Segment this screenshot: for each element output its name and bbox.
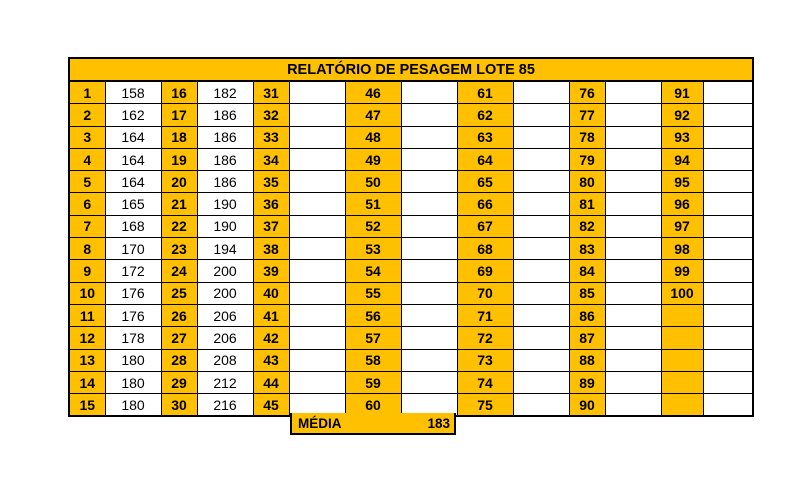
item-number-cell: 13 <box>69 349 105 371</box>
weight-value-cell <box>703 282 753 304</box>
weight-value-cell: 190 <box>197 193 253 215</box>
weight-value-cell: 165 <box>105 193 161 215</box>
item-number-cell: 53 <box>345 238 401 260</box>
item-number-cell: 10 <box>69 282 105 304</box>
item-number-cell: 57 <box>345 327 401 349</box>
weight-value-cell <box>401 238 457 260</box>
weight-value-cell <box>605 193 661 215</box>
table-row <box>69 215 753 237</box>
weight-value-cell <box>513 260 569 282</box>
weight-value-cell <box>605 148 661 170</box>
weight-value-cell <box>703 193 753 215</box>
weight-value-cell: 206 <box>197 327 253 349</box>
weight-value-cell: 206 <box>197 304 253 326</box>
weight-value-cell <box>605 81 661 104</box>
item-number-cell: 34 <box>253 148 289 170</box>
weight-value-cell <box>605 238 661 260</box>
item-number-cell: 25 <box>161 282 197 304</box>
weight-value-cell <box>703 304 753 326</box>
table-row <box>69 371 753 393</box>
weight-value-cell <box>289 81 345 104</box>
weight-value-cell <box>401 282 457 304</box>
weight-value-cell <box>703 327 753 349</box>
weight-value-cell: 212 <box>197 371 253 393</box>
item-number-cell: 77 <box>569 104 605 126</box>
item-number-cell: 38 <box>253 238 289 260</box>
weight-value-cell: 176 <box>105 282 161 304</box>
item-number-cell <box>661 304 703 326</box>
item-number-cell: 81 <box>569 193 605 215</box>
item-number-cell: 31 <box>253 81 289 104</box>
item-number-cell: 6 <box>69 193 105 215</box>
weight-value-cell <box>605 215 661 237</box>
item-number-cell: 84 <box>569 260 605 282</box>
weight-value-cell <box>289 215 345 237</box>
weight-value-cell <box>289 371 345 393</box>
item-number-cell: 39 <box>253 260 289 282</box>
weight-value-cell: 164 <box>105 171 161 193</box>
weight-value-cell <box>605 282 661 304</box>
weight-value-cell: 180 <box>105 349 161 371</box>
table-row <box>69 193 753 215</box>
weight-value-cell <box>289 148 345 170</box>
weight-value-cell <box>605 104 661 126</box>
average-value: 183 <box>427 415 450 431</box>
item-number-cell: 23 <box>161 238 197 260</box>
weight-value-cell <box>289 327 345 349</box>
table-row <box>69 327 753 349</box>
weight-value-cell: 190 <box>197 215 253 237</box>
item-number-cell: 49 <box>345 148 401 170</box>
weight-value-cell: 180 <box>105 394 161 417</box>
item-number-cell: 46 <box>345 81 401 104</box>
report-title: RELATÓRIO DE PESAGEM LOTE 85 <box>69 58 753 81</box>
weight-value-cell: 158 <box>105 81 161 104</box>
item-number-cell: 78 <box>569 126 605 148</box>
item-number-cell: 71 <box>457 304 513 326</box>
weight-value-cell <box>703 394 753 417</box>
item-number-cell: 64 <box>457 148 513 170</box>
weight-value-cell <box>605 394 661 417</box>
table-row <box>69 282 753 304</box>
item-number-cell: 94 <box>661 148 703 170</box>
weight-value-cell: 170 <box>105 238 161 260</box>
weight-value-cell <box>513 126 569 148</box>
item-number-cell: 18 <box>161 126 197 148</box>
table-row <box>69 148 753 170</box>
weight-value-cell <box>289 104 345 126</box>
weight-value-cell <box>513 171 569 193</box>
table-row <box>69 126 753 148</box>
weight-value-cell <box>401 126 457 148</box>
item-number-cell: 72 <box>457 327 513 349</box>
weight-value-cell <box>513 193 569 215</box>
item-number-cell: 12 <box>69 327 105 349</box>
weight-value-cell <box>289 304 345 326</box>
item-number-cell: 40 <box>253 282 289 304</box>
weight-value-cell: 164 <box>105 126 161 148</box>
item-number-cell: 29 <box>161 371 197 393</box>
item-number-cell <box>661 371 703 393</box>
table-row <box>69 260 753 282</box>
weight-value-cell <box>513 238 569 260</box>
average-box <box>290 413 456 435</box>
item-number-cell: 14 <box>69 371 105 393</box>
item-number-cell: 75 <box>457 394 513 417</box>
item-number-cell: 70 <box>457 282 513 304</box>
weight-value-cell <box>703 238 753 260</box>
weight-value-cell <box>605 260 661 282</box>
item-number-cell: 20 <box>161 171 197 193</box>
weight-value-cell <box>289 126 345 148</box>
item-number-cell: 65 <box>457 171 513 193</box>
weight-value-cell <box>513 215 569 237</box>
weight-value-cell <box>401 193 457 215</box>
item-number-cell: 79 <box>569 148 605 170</box>
item-number-cell: 26 <box>161 304 197 326</box>
weight-value-cell: 186 <box>197 171 253 193</box>
item-number-cell: 28 <box>161 349 197 371</box>
item-number-cell: 11 <box>69 304 105 326</box>
weight-value-cell: 186 <box>197 104 253 126</box>
weight-value-cell <box>513 81 569 104</box>
item-number-cell: 54 <box>345 260 401 282</box>
item-number-cell: 36 <box>253 193 289 215</box>
weight-value-cell <box>703 171 753 193</box>
weight-value-cell <box>703 371 753 393</box>
item-number-cell: 67 <box>457 215 513 237</box>
item-number-cell: 74 <box>457 371 513 393</box>
item-number-cell: 59 <box>345 371 401 393</box>
weight-value-cell: 194 <box>197 238 253 260</box>
item-number-cell: 86 <box>569 304 605 326</box>
weight-value-cell <box>401 327 457 349</box>
item-number-cell: 88 <box>569 349 605 371</box>
item-number-cell: 19 <box>161 148 197 170</box>
item-number-cell: 51 <box>345 193 401 215</box>
item-number-cell: 44 <box>253 371 289 393</box>
weight-value-cell: 200 <box>197 282 253 304</box>
weight-value-cell <box>289 238 345 260</box>
weight-value-cell <box>605 349 661 371</box>
item-number-cell: 96 <box>661 193 703 215</box>
weight-value-cell <box>289 282 345 304</box>
weight-value-cell <box>289 349 345 371</box>
weighing-report-table <box>68 57 754 417</box>
item-number-cell: 99 <box>661 260 703 282</box>
weight-value-cell <box>401 104 457 126</box>
item-number-cell: 5 <box>69 171 105 193</box>
item-number-cell: 92 <box>661 104 703 126</box>
weight-value-cell <box>401 349 457 371</box>
weight-value-cell <box>703 81 753 104</box>
item-number-cell: 97 <box>661 215 703 237</box>
item-number-cell: 66 <box>457 193 513 215</box>
item-number-cell: 52 <box>345 215 401 237</box>
weight-value-cell <box>401 215 457 237</box>
item-number-cell: 21 <box>161 193 197 215</box>
item-number-cell: 4 <box>69 148 105 170</box>
item-number-cell: 37 <box>253 215 289 237</box>
item-number-cell: 90 <box>569 394 605 417</box>
weight-value-cell <box>289 171 345 193</box>
item-number-cell: 56 <box>345 304 401 326</box>
weight-value-cell <box>401 148 457 170</box>
item-number-cell: 58 <box>345 349 401 371</box>
weight-value-cell <box>513 327 569 349</box>
title-row <box>69 58 753 81</box>
item-number-cell: 63 <box>457 126 513 148</box>
table-row <box>69 81 753 104</box>
weight-value-cell <box>401 304 457 326</box>
weight-value-cell <box>513 304 569 326</box>
item-number-cell: 16 <box>161 81 197 104</box>
item-number-cell: 45 <box>253 394 289 417</box>
item-number-cell: 87 <box>569 327 605 349</box>
item-number-cell: 93 <box>661 126 703 148</box>
item-number-cell: 69 <box>457 260 513 282</box>
item-number-cell: 62 <box>457 104 513 126</box>
item-number-cell: 42 <box>253 327 289 349</box>
item-number-cell: 48 <box>345 126 401 148</box>
item-number-cell: 73 <box>457 349 513 371</box>
weight-value-cell <box>289 260 345 282</box>
item-number-cell: 91 <box>661 81 703 104</box>
table-row <box>69 304 753 326</box>
weight-value-cell <box>513 104 569 126</box>
weight-value-cell <box>703 148 753 170</box>
item-number-cell: 2 <box>69 104 105 126</box>
weight-value-cell <box>605 171 661 193</box>
item-number-cell: 95 <box>661 171 703 193</box>
weight-value-cell <box>605 304 661 326</box>
item-number-cell: 1 <box>69 81 105 104</box>
weight-value-cell <box>401 81 457 104</box>
weight-value-cell <box>401 260 457 282</box>
item-number-cell: 33 <box>253 126 289 148</box>
item-number-cell: 3 <box>69 126 105 148</box>
table-row <box>69 349 753 371</box>
weight-value-cell <box>703 104 753 126</box>
item-number-cell: 89 <box>569 371 605 393</box>
item-number-cell: 9 <box>69 260 105 282</box>
item-number-cell: 100 <box>661 282 703 304</box>
weight-value-cell <box>401 171 457 193</box>
weight-value-cell <box>703 126 753 148</box>
weight-value-cell: 168 <box>105 215 161 237</box>
weight-value-cell: 216 <box>197 394 253 417</box>
item-number-cell: 22 <box>161 215 197 237</box>
item-number-cell: 41 <box>253 304 289 326</box>
weight-value-cell: 178 <box>105 327 161 349</box>
weight-value-cell <box>605 126 661 148</box>
item-number-cell: 35 <box>253 171 289 193</box>
weight-value-cell <box>605 371 661 393</box>
item-number-cell: 43 <box>253 349 289 371</box>
item-number-cell: 47 <box>345 104 401 126</box>
item-number-cell: 24 <box>161 260 197 282</box>
weight-value-cell: 172 <box>105 260 161 282</box>
weight-value-cell <box>513 282 569 304</box>
weight-value-cell <box>513 148 569 170</box>
item-number-cell: 98 <box>661 238 703 260</box>
table-row <box>69 238 753 260</box>
weight-value-cell <box>401 371 457 393</box>
weight-value-cell <box>513 371 569 393</box>
item-number-cell: 15 <box>69 394 105 417</box>
weight-value-cell <box>703 260 753 282</box>
item-number-cell: 17 <box>161 104 197 126</box>
item-number-cell: 60 <box>345 394 401 417</box>
weight-value-cell <box>513 394 569 417</box>
weight-value-cell <box>513 349 569 371</box>
weight-value-cell <box>605 327 661 349</box>
table-row <box>69 171 753 193</box>
item-number-cell: 82 <box>569 215 605 237</box>
weight-value-cell <box>289 193 345 215</box>
item-number-cell: 30 <box>161 394 197 417</box>
weight-value-cell: 162 <box>105 104 161 126</box>
item-number-cell: 76 <box>569 81 605 104</box>
item-number-cell: 85 <box>569 282 605 304</box>
item-number-cell: 80 <box>569 171 605 193</box>
weight-value-cell: 208 <box>197 349 253 371</box>
weight-value-cell: 200 <box>197 260 253 282</box>
weight-value-cell: 182 <box>197 81 253 104</box>
item-number-cell <box>661 349 703 371</box>
item-number-cell: 55 <box>345 282 401 304</box>
weight-value-cell <box>703 349 753 371</box>
item-number-cell: 7 <box>69 215 105 237</box>
item-number-cell: 68 <box>457 238 513 260</box>
weight-value-cell <box>703 215 753 237</box>
weight-value-cell: 186 <box>197 148 253 170</box>
item-number-cell: 8 <box>69 238 105 260</box>
table-row <box>69 104 753 126</box>
item-number-cell <box>661 327 703 349</box>
item-number-cell: 50 <box>345 171 401 193</box>
weight-value-cell: 164 <box>105 148 161 170</box>
item-number-cell <box>661 394 703 417</box>
weight-value-cell: 186 <box>197 126 253 148</box>
item-number-cell: 61 <box>457 81 513 104</box>
item-number-cell: 32 <box>253 104 289 126</box>
average-label: MÉDIA <box>298 415 342 431</box>
weight-value-cell: 176 <box>105 304 161 326</box>
weight-value-cell: 180 <box>105 371 161 393</box>
item-number-cell: 83 <box>569 238 605 260</box>
item-number-cell: 27 <box>161 327 197 349</box>
